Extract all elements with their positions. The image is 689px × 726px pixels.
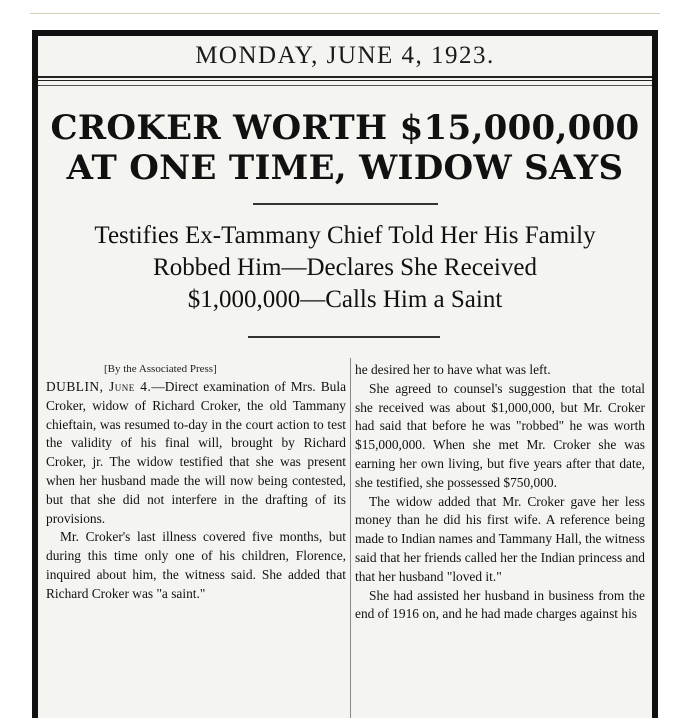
article-paragraph: She had assisted her husband in business from the end of 1916 on, and he had made charges against his xyxy=(355,587,645,622)
newspaper-clipping-frame xyxy=(32,30,658,718)
headline-line-1: CROKER WORTH $15,000,000 xyxy=(50,108,640,148)
paragraph-text: —Direct examination of Mrs. Bula Croker, widow of Richard Croker, the old Tammany chieftain, was resumed to-day in the court action to test the validity of his final will, brought by Richard Croker, jr. The widow testified that she was present when her husband made the will now being contested, but that she did not interfere in the drafting of its provisions. xyxy=(46,379,347,526)
press-credit: [By the Associated Press] xyxy=(104,363,217,375)
article-paragraph: he desired her to have what was left. xyxy=(355,362,551,377)
article-paragraph: Mr. Croker's last illness covered five months, but during this time only one of his children, Florence, inquired about him, the witness said. She added that Richard Croker was "a saint." xyxy=(46,529,346,601)
dateline-rule xyxy=(38,85,652,86)
deck-line-3: $1,000,000—Calls Him a Saint xyxy=(187,286,503,313)
deck-line-2: Robbed Him—Declares She Received xyxy=(153,254,537,281)
page-top-rule xyxy=(30,13,660,14)
article-column-left xyxy=(46,378,346,604)
article-paragraph: The widow added that Mr. Croker gave her less money than he did his first wife. A reference being made to Indian names and Tammany Hall, the witness said that her friends called her the Indian princess and that her husband "loved it." xyxy=(355,493,645,584)
column-divider xyxy=(350,358,351,718)
dateline-rule xyxy=(38,80,652,81)
headline-divider xyxy=(253,203,438,205)
dateline-rule xyxy=(38,76,652,78)
dateline-place: DUBLIN, June 4. xyxy=(46,379,152,394)
issue-dateline: MONDAY, JUNE 4, 1923. xyxy=(195,42,495,69)
deck-divider xyxy=(248,336,440,338)
newspaper-clipping xyxy=(38,36,652,718)
deck-line-1: Testifies Ex-Tammany Chief Told Her His Family xyxy=(94,222,596,249)
article-column-right xyxy=(355,361,645,624)
headline-line-2: AT ONE TIME, WIDOW SAYS xyxy=(66,148,624,188)
article-paragraph: She agreed to counsel's suggestion that the total she received was about $1,000,000, but Mr. Croker had said that before he was "robbed" he was worth $15,000,000. When she met Mr. Croker she was earning her own living, but five years after that date, she testified, she possessed $750,000. xyxy=(355,380,645,490)
article-paragraph xyxy=(46,378,346,528)
